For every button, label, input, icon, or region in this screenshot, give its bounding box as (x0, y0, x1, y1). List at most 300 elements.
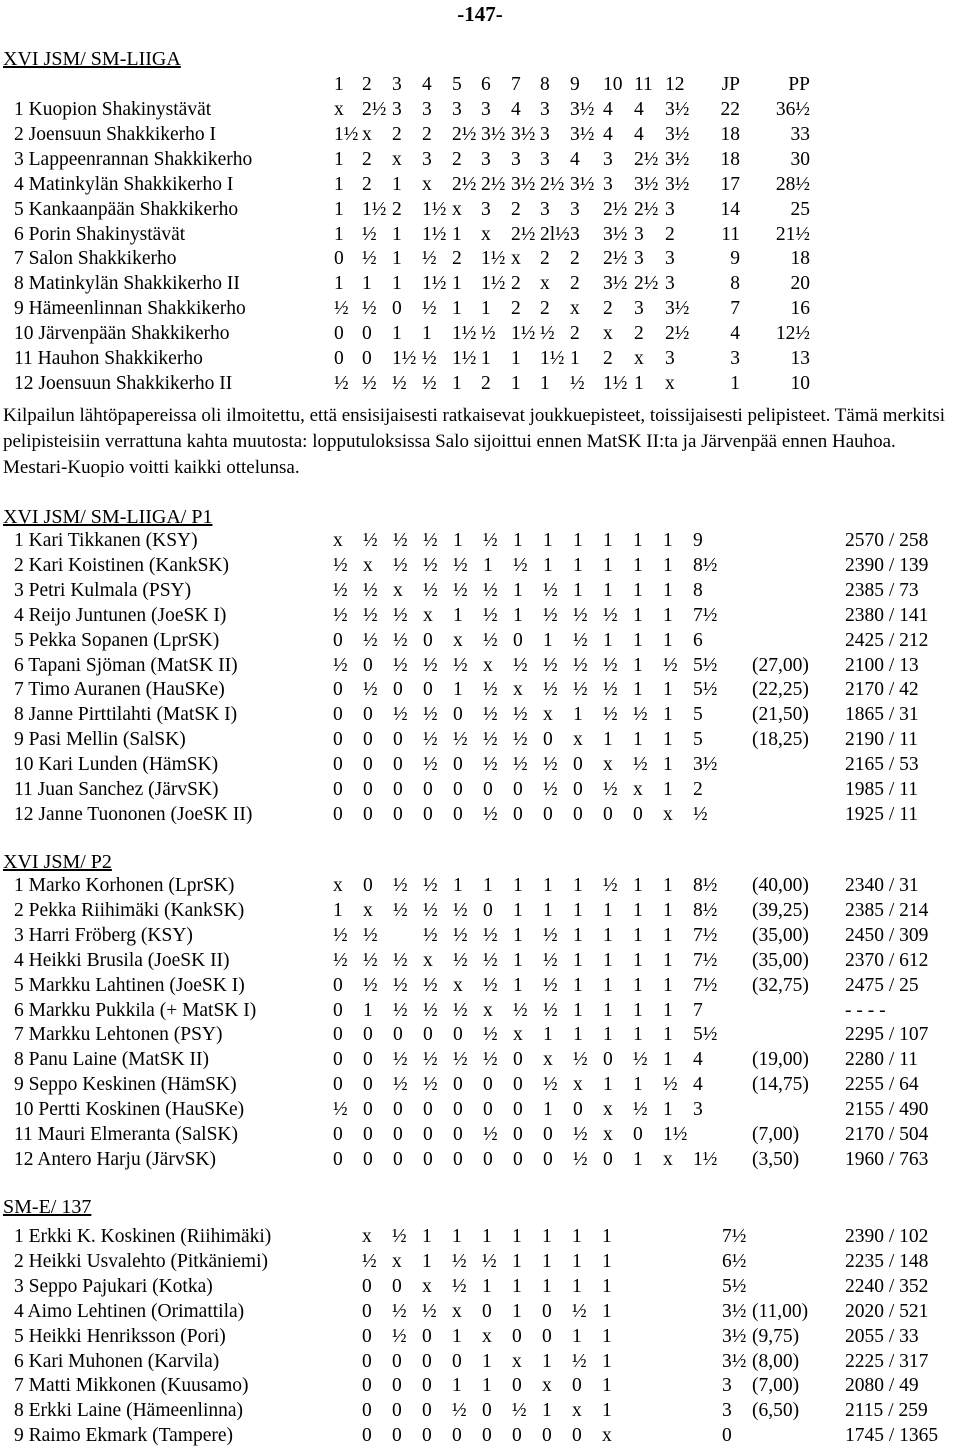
score-cell: ½ (363, 679, 378, 701)
score-cell: 2 (570, 248, 580, 270)
player-rating: 2100 / 13 (845, 654, 919, 676)
player-total: 3½ (722, 1300, 747, 1322)
score-cell: 0 (333, 974, 343, 996)
score-cell: 0 (363, 1099, 373, 1121)
score-cell: 2 (511, 273, 521, 295)
score-cell: 4 (603, 99, 613, 120)
player-rating: 2450 / 309 (845, 924, 929, 946)
score-cell: 0 (483, 1148, 493, 1170)
score-cell: 3 (634, 248, 644, 270)
score-cell: 1 (513, 899, 523, 921)
score-cell: 1 (511, 348, 521, 369)
score-cell: 3½ (665, 298, 690, 320)
player-name: 9 Pasi Mellin (SalSK) (14, 729, 186, 751)
league-row (0, 124, 960, 148)
league-header-cell: 5 (452, 74, 462, 95)
score-cell: x (512, 1350, 522, 1372)
player-rating: 2280 / 11 (845, 1049, 918, 1071)
score-cell: x (423, 949, 433, 971)
score-cell: ½ (543, 754, 558, 776)
score-cell: 0 (483, 1074, 493, 1096)
player-tiebreak: (8,00) (752, 1350, 800, 1372)
score-cell: 0 (393, 803, 403, 825)
score-cell: ½ (483, 924, 498, 946)
score-cell: ½ (543, 679, 558, 701)
player-rating: 2240 / 352 (845, 1275, 929, 1297)
team-pp: 20 (790, 273, 810, 295)
player-total: 6½ (722, 1250, 747, 1272)
player-tiebreak: (6,50) (752, 1400, 800, 1422)
player-name: 8 Janne Pirttilahti (MatSK I) (14, 704, 238, 726)
score-cell: 0 (362, 348, 372, 369)
score-cell: 0 (453, 1024, 463, 1046)
score-cell: ½ (423, 754, 438, 776)
score-cell: x (540, 273, 550, 295)
player-name: 3 Petri Kulmala (PSY) (14, 579, 192, 601)
score-cell: 0 (362, 1425, 372, 1447)
score-cell: ½ (363, 604, 378, 626)
score-cell: ½ (483, 604, 498, 626)
score-cell: 2½ (452, 173, 477, 195)
score-cell: x (453, 974, 463, 996)
player-rating: 2080 / 49 (845, 1375, 919, 1397)
score-cell: 1 (513, 949, 523, 971)
player-rating: 1865 / 31 (845, 704, 919, 726)
score-cell: ½ (483, 803, 498, 825)
score-cell: 1 (663, 875, 673, 896)
score-cell: ½ (423, 875, 438, 896)
score-cell: 1 (603, 530, 613, 551)
player-tiebreak: (40,00) (752, 875, 809, 896)
sme-row (0, 1326, 960, 1350)
player-total: 3 (693, 1099, 703, 1121)
score-cell: 1 (362, 273, 372, 295)
score-cell: ½ (452, 1400, 467, 1422)
score-cell: ½ (393, 704, 408, 726)
score-cell: ½ (333, 604, 348, 626)
score-cell: 3 (603, 148, 613, 170)
p2-title: XVI JSM/ P2 (3, 851, 112, 873)
player-total: 7½ (693, 924, 718, 946)
score-cell: 0 (422, 1325, 432, 1347)
score-cell: ½ (453, 729, 468, 751)
score-cell: ½ (633, 704, 648, 726)
score-cell: 3½ (570, 99, 595, 120)
player-name: 3 Harri Fröberg (KSY) (14, 924, 193, 946)
score-cell: x (603, 323, 613, 345)
score-cell: 1 (573, 579, 583, 601)
score-cell: 0 (333, 1124, 343, 1145)
score-cell: x (602, 1425, 612, 1447)
sme-row (0, 1425, 960, 1449)
score-cell: ½ (423, 899, 438, 921)
p1-row (0, 729, 960, 753)
score-cell: 0 (453, 1124, 463, 1145)
score-cell: 0 (363, 779, 373, 800)
player-name: 8 Erkki Laine (Hämeenlinna) (14, 1400, 244, 1422)
score-cell: ½ (333, 554, 348, 576)
p2-row (0, 950, 960, 974)
score-cell: 3 (392, 99, 402, 120)
score-cell: 3 (540, 99, 550, 120)
player-total: 4 (693, 1049, 703, 1071)
score-cell: ½ (453, 654, 468, 676)
player-total: 3 (722, 1400, 732, 1422)
score-cell: 0 (513, 779, 523, 800)
score-cell: 0 (362, 1375, 372, 1397)
score-cell: ½ (362, 248, 377, 270)
league-header-cell: 8 (540, 74, 550, 95)
p2-row (0, 925, 960, 949)
score-cell: 0 (633, 1124, 643, 1145)
player-name: 3 Seppo Pajukari (Kotka) (14, 1275, 213, 1297)
score-cell: 0 (392, 1375, 402, 1397)
score-cell: 1½ (422, 198, 447, 220)
score-cell: ½ (393, 974, 408, 996)
league-header-cell: 1 (334, 74, 344, 95)
score-cell: 1 (573, 554, 583, 576)
score-cell: ½ (483, 729, 498, 751)
team-pp: 21½ (775, 223, 810, 245)
score-cell: x (513, 1024, 523, 1046)
score-cell: ½ (452, 1275, 467, 1297)
player-tiebreak: (22,25) (752, 679, 809, 701)
score-cell: 1 (543, 899, 553, 921)
score-cell: 1 (603, 554, 613, 576)
score-cell: 3½ (603, 273, 628, 295)
team-jp: 18 (720, 148, 740, 170)
player-total: 5½ (693, 654, 718, 676)
score-cell: 0 (482, 1425, 492, 1447)
score-cell: 0 (603, 1049, 613, 1071)
score-cell: 1 (633, 604, 643, 626)
score-cell: ½ (603, 704, 618, 726)
score-cell: ½ (603, 779, 618, 800)
team-jp: 14 (720, 198, 740, 220)
player-total: 6 (693, 629, 703, 651)
player-total: 4 (693, 1074, 703, 1096)
score-cell: 1½ (663, 1124, 688, 1145)
player-rating: 2165 / 53 (845, 754, 919, 776)
score-cell: ½ (483, 530, 498, 551)
score-cell: ½ (483, 1024, 498, 1046)
score-cell: ½ (453, 899, 468, 921)
score-cell: 0 (333, 754, 343, 776)
score-cell: x (334, 99, 344, 120)
team-name: 5 Kankaanpään Shakkikerho (14, 198, 239, 220)
team-pp: 25 (790, 198, 810, 220)
score-cell: 1 (573, 704, 583, 726)
score-cell: ½ (573, 1148, 588, 1170)
team-jp: 22 (720, 99, 740, 120)
player-rating: 2170 / 504 (845, 1124, 929, 1145)
score-cell: 1 (422, 1226, 432, 1247)
score-cell: 0 (572, 1425, 582, 1447)
score-cell: 1 (453, 604, 463, 626)
score-cell: ½ (362, 372, 377, 394)
score-cell: ½ (483, 1049, 498, 1071)
score-cell: 3 (540, 123, 550, 145)
player-total: 8½ (693, 875, 718, 896)
league-header-cell: 3 (392, 74, 402, 95)
score-cell: ½ (633, 754, 648, 776)
score-cell: 1 (483, 554, 493, 576)
score-cell: 3½ (665, 148, 690, 170)
team-pp: 12½ (775, 323, 810, 345)
score-cell: ½ (393, 604, 408, 626)
p2-row (0, 1149, 960, 1173)
player-name: 5 Heikki Henriksson (Pori) (14, 1325, 226, 1347)
score-cell: 2 (603, 298, 613, 320)
team-jp: 8 (730, 273, 740, 295)
score-cell: ½ (572, 1350, 587, 1372)
score-cell: ½ (513, 554, 528, 576)
p2-row (0, 1000, 960, 1024)
player-name: 5 Pekka Sopanen (LprSK) (14, 629, 220, 651)
score-cell: ½ (422, 1300, 437, 1322)
team-name: 9 Hämeenlinnan Shakkikerho (14, 298, 246, 320)
score-cell: 0 (423, 1148, 433, 1170)
player-total: 5½ (693, 1024, 718, 1046)
player-name: 5 Markku Lahtinen (JoeSK I) (14, 974, 245, 996)
player-name: 1 Kari Tikkanen (KSY) (14, 530, 198, 551)
team-name: 11 Hauhon Shakkikerho (14, 348, 203, 369)
score-cell: 1 (573, 875, 583, 896)
score-cell: ½ (573, 654, 588, 676)
score-cell: ½ (423, 974, 438, 996)
score-cell: 1 (603, 949, 613, 971)
team-jp: 3 (730, 348, 740, 369)
score-cell: 1½ (422, 273, 447, 295)
score-cell: 0 (333, 629, 343, 651)
score-cell: 0 (573, 1099, 583, 1121)
p1-row (0, 580, 960, 604)
score-cell: 1 (334, 273, 344, 295)
player-name: 12 Antero Harju (JärvSK) (14, 1148, 216, 1170)
score-cell: ½ (543, 949, 558, 971)
score-cell: 0 (423, 803, 433, 825)
score-cell: 3½ (481, 123, 506, 145)
score-cell: ½ (423, 530, 438, 551)
player-total: 8½ (693, 554, 718, 576)
score-cell: ½ (362, 223, 377, 245)
score-cell: ½ (573, 629, 588, 651)
league-header-cell: 7 (511, 74, 521, 95)
score-cell: 0 (422, 1400, 432, 1422)
score-cell: 0 (392, 1425, 402, 1447)
league-header-cell: 10 (603, 74, 623, 95)
score-cell: 3 (603, 173, 613, 195)
score-cell: 0 (362, 1275, 372, 1297)
score-cell: ½ (543, 999, 558, 1021)
score-cell: ½ (392, 372, 407, 394)
score-cell: 1 (392, 323, 402, 345)
sme-row (0, 1400, 960, 1424)
score-cell: 0 (513, 1124, 523, 1145)
score-cell: 1 (603, 1024, 613, 1046)
score-cell: 1½ (422, 223, 447, 245)
player-total: 7½ (722, 1226, 747, 1247)
score-cell: x (542, 1375, 552, 1397)
score-cell: 0 (393, 754, 403, 776)
team-pp: 33 (790, 123, 810, 145)
score-cell: 0 (363, 1148, 373, 1170)
score-cell: 1 (602, 1400, 612, 1422)
score-cell: ½ (543, 779, 558, 800)
score-cell: 1 (392, 173, 402, 195)
score-cell: x (362, 123, 372, 145)
team-jp: 11 (721, 223, 740, 245)
player-name: 11 Mauri Elmeranta (SalSK) (14, 1124, 239, 1145)
score-cell: ½ (423, 704, 438, 726)
score-cell: 2 (452, 148, 462, 170)
score-cell: 2 (511, 198, 521, 220)
team-name: 7 Salon Shakkikerho (14, 248, 177, 270)
score-cell: 3½ (603, 223, 628, 245)
score-cell: 0 (543, 803, 553, 825)
score-cell: 0 (542, 1325, 552, 1347)
league-note: Kilpailun lähtöpapereissa oli ilmoitettu, että ensisijaisesti ratkaisevat joukkuepisteet, toissijaisesti pelipisteet. Tämä merkitsi pelipisteisiin verrattuna kahta muutosta: lopputuloksissa Salo sijoittui ennen MatSK II:ta ja Järvenpää ennen Hauhoa. Mestari-Kuopio voitti kaikki ottelunsa. (3, 405, 946, 478)
score-cell: 1 (572, 1325, 582, 1347)
score-cell: 0 (333, 729, 343, 751)
score-cell: 1 (543, 1099, 553, 1121)
p1-row (0, 754, 960, 778)
sme-title: SM-E/ 137 (3, 1196, 92, 1218)
team-name: 3 Lappeenrannan Shakkikerho (14, 148, 253, 170)
league-row (0, 348, 960, 372)
score-cell: ½ (633, 1049, 648, 1071)
player-rating: 2255 / 64 (845, 1074, 919, 1096)
score-cell: ½ (393, 654, 408, 676)
score-cell: 1½ (452, 323, 477, 345)
score-cell: 0 (542, 1300, 552, 1322)
score-cell: ½ (453, 999, 468, 1021)
score-cell: 0 (333, 1148, 343, 1170)
score-cell: 0 (334, 348, 344, 369)
score-cell: x (422, 173, 432, 195)
p1-row (0, 655, 960, 679)
score-cell: ½ (573, 1124, 588, 1145)
player-rating: 2390 / 139 (845, 554, 929, 576)
score-cell: 0 (423, 679, 433, 701)
player-tiebreak: (18,25) (752, 729, 809, 751)
team-jp: 4 (730, 323, 740, 345)
player-tiebreak: (11,00) (752, 1300, 809, 1322)
score-cell: 2 (634, 323, 644, 345)
score-cell: 3 (452, 99, 462, 120)
player-rating: 2380 / 141 (845, 604, 929, 626)
player-name: 6 Kari Muhonen (Karvila) (14, 1350, 220, 1372)
p1-title: XVI JSM/ SM-LIIGA/ P1 (3, 506, 213, 528)
p2-row (0, 1024, 960, 1048)
player-total: 2 (693, 779, 703, 800)
league-row (0, 373, 960, 397)
score-cell: 1 (573, 999, 583, 1021)
score-cell: 2½ (634, 198, 659, 220)
p1-row (0, 630, 960, 654)
score-cell: 0 (542, 1425, 552, 1447)
score-cell: 0 (422, 1375, 432, 1397)
league-row (0, 224, 960, 248)
score-cell: 0 (543, 1148, 553, 1170)
score-cell: 0 (513, 629, 523, 651)
score-cell: 1 (513, 579, 523, 601)
score-cell: ½ (423, 554, 438, 576)
score-cell: ½ (333, 1099, 348, 1121)
score-cell: ½ (513, 999, 528, 1021)
score-cell: 0 (512, 1425, 522, 1447)
score-cell: 1 (543, 554, 553, 576)
score-cell: 0 (513, 803, 523, 825)
score-cell: ½ (393, 1049, 408, 1071)
score-cell: 0 (363, 1074, 373, 1096)
player-name: 6 Markku Pukkila (+ MatSK I) (14, 999, 257, 1021)
player-rating: 2385 / 73 (845, 579, 919, 601)
score-cell: ½ (481, 323, 496, 345)
player-tiebreak: (35,00) (752, 924, 809, 946)
player-name: 7 Markku Lehtonen (PSY) (14, 1024, 223, 1046)
score-cell: 4 (570, 148, 580, 170)
score-cell: 1 (334, 148, 344, 170)
player-total: 5 (693, 704, 703, 726)
score-cell: ½ (393, 530, 408, 551)
score-cell: 1 (663, 579, 673, 601)
player-name: 8 Panu Laine (MatSK II) (14, 1049, 209, 1071)
score-cell: x (483, 999, 493, 1021)
score-cell: ½ (392, 1325, 407, 1347)
score-cell: 1½ (362, 198, 387, 220)
score-cell: 1 (482, 1275, 492, 1297)
team-jp: 17 (720, 173, 740, 195)
score-cell: ½ (363, 949, 378, 971)
league-row (0, 99, 960, 123)
player-tiebreak: (7,00) (752, 1375, 800, 1397)
score-cell: 2½ (540, 173, 565, 195)
score-cell: ½ (633, 1099, 648, 1121)
score-cell: ½ (393, 999, 408, 1021)
score-cell: 1 (633, 579, 643, 601)
score-cell: 2½ (603, 248, 628, 270)
score-cell: 1 (542, 1350, 552, 1372)
player-total: ½ (693, 803, 708, 825)
player-rating: 2235 / 148 (845, 1250, 929, 1272)
score-cell: 3 (540, 198, 550, 220)
p2-row (0, 1099, 960, 1123)
score-cell: x (483, 654, 493, 676)
score-cell: 1 (602, 1300, 612, 1322)
score-cell: 1 (663, 779, 673, 800)
score-cell: 0 (572, 1375, 582, 1397)
score-cell: x (452, 1300, 462, 1322)
sme-row (0, 1375, 960, 1399)
team-pp: 18 (790, 248, 810, 270)
score-cell: ½ (543, 579, 558, 601)
score-cell: x (453, 629, 463, 651)
score-cell: 2½ (452, 123, 477, 145)
score-cell: 1 (663, 679, 673, 701)
score-cell: ½ (452, 1250, 467, 1272)
score-cell: ½ (483, 579, 498, 601)
p1-row (0, 804, 960, 828)
score-cell: 0 (333, 1074, 343, 1096)
score-cell: x (513, 679, 523, 701)
score-cell: 1 (663, 949, 673, 971)
league-row (0, 174, 960, 198)
score-cell: ½ (422, 248, 437, 270)
score-cell: 3 (422, 99, 432, 120)
score-cell: 0 (363, 754, 373, 776)
score-cell: 0 (513, 1148, 523, 1170)
